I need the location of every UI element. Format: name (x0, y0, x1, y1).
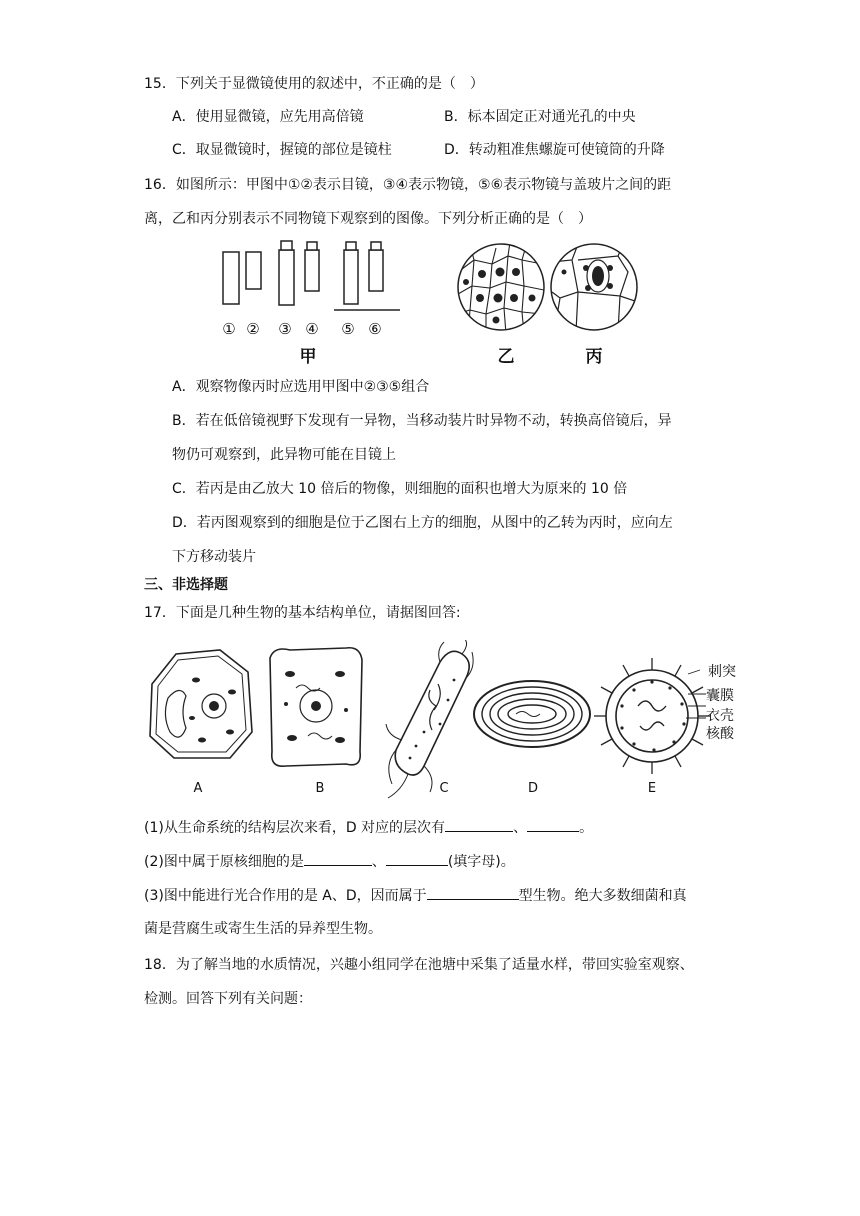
objective-5 (344, 250, 358, 304)
label-a: A (193, 781, 203, 796)
answer-blank[interactable] (527, 817, 579, 832)
cell-c-bacterium (386, 640, 473, 798)
eyepiece-1 (223, 252, 239, 304)
cell-b-animal (270, 648, 362, 766)
separator: 、 (371, 854, 386, 870)
virus-part-spike: 刺突 (708, 664, 736, 680)
objective-4 (305, 250, 319, 291)
q16-option-b-line2: 物仍可观察到，此异物可能在目镜上 (172, 447, 396, 463)
label-d: D (527, 781, 539, 796)
label-b: B (315, 781, 325, 796)
q16-option-c: C．若丙是由乙放大 10 倍后的物像，则细胞的面积也增大为原来的 10 倍 (172, 481, 628, 497)
q16-option-b-line1: B．若在低倍镜视野下发现有一异物，当移动装片时异物不动，转换高倍镜后，异 (172, 413, 672, 429)
q17-part3-text: (3)图中能进行光合作用的是 A、D，因而属于 (144, 888, 427, 904)
answer-blank[interactable] (386, 851, 448, 866)
label-2: ② (246, 320, 260, 338)
q18-stem-line1: 18．为了解当地的水质情况，兴趣小组同学在池塘中采集了适量水样，带回实验室观察、 (144, 957, 694, 973)
virus-part-envelope: 囊膜 (706, 688, 734, 704)
label-e: E (647, 781, 657, 796)
separator: 、 (513, 820, 528, 836)
q16-option-d-line2: 下方移动装片 (172, 549, 256, 565)
q15-option-b: B．标本固定正对通光孔的中央 (444, 109, 636, 125)
label-6: ⑥ (368, 320, 382, 338)
label-1: ① (222, 320, 236, 338)
hint: (填字母)。 (447, 854, 515, 870)
q15-option-d: D．转动粗准焦螺旋可使镜筒的升降 (444, 142, 665, 158)
q17-part2 (144, 851, 515, 872)
label-jia: 甲 (299, 347, 317, 366)
cell-d-cyanobacterium (474, 681, 590, 747)
q15-option-c: C．取显微镜时，握镜的部位是镜柱 (172, 142, 392, 158)
objective-3 (279, 250, 294, 305)
q17-part1-text: (1)从生命系统的结构层次来看，D 对应的层次有 (144, 820, 446, 836)
virus-part-nucleic-acid: 核酸 (706, 726, 734, 742)
q17-part3-line2: 菌是营腐生或寄生生活的异养型生物。 (144, 921, 382, 937)
microscope-lens-figure (214, 236, 414, 366)
eyepiece-2 (246, 252, 261, 289)
microscope-views-figure (452, 242, 652, 370)
q17-part2-text: (2)图中属于原核细胞的是 (144, 854, 304, 870)
q16-stem-line1: 16．如图所示：甲图中①②表示目镜，③④表示物镜，⑤⑥表示物镜与盖玻片之间的距 (144, 177, 672, 193)
q16-stem-line2: 离，乙和丙分别表示不同物镜下观察到的图像。下列分析正确的是（ ） (144, 211, 592, 227)
q17-part3-end: 型生物。绝大多数细菌和真 (518, 888, 687, 904)
period: 。 (579, 820, 594, 836)
q18-stem-line2: 检测。回答下列有关问题： (144, 991, 312, 1007)
q16-option-d-line1: D．若丙图观察到的细胞是位于乙图右上方的细胞，从图中的乙转为丙时，应向左 (172, 515, 673, 531)
section-heading: 三、非选择题 (144, 577, 228, 593)
label-yi: 乙 (497, 347, 515, 367)
q16-option-a: A．观察物像丙时应选用甲图中②③⑤组合 (172, 379, 430, 395)
objective-6 (369, 250, 383, 291)
cell-e-virus (594, 658, 710, 774)
q17-stem: 17．下面是几种生物的基本结构单位，请据图回答: (144, 605, 461, 621)
answer-blank[interactable] (445, 817, 513, 832)
q15-stem: 15．下列关于显微镜使用的叙述中，不正确的是（ ） (144, 76, 484, 92)
label-3: ③ (278, 320, 292, 338)
label-5: ⑤ (341, 320, 355, 338)
cell-structures-figure (140, 640, 750, 805)
q17-part1 (144, 817, 593, 838)
answer-blank[interactable] (427, 885, 519, 900)
answer-blank[interactable] (304, 851, 372, 866)
virus-part-capsid: 衣壳 (706, 708, 734, 724)
cell-a-plant (150, 650, 252, 758)
q15-option-a: A．使用显微镜，应先用高倍镜 (172, 109, 364, 125)
label-4: ④ (305, 320, 319, 338)
label-bing: 丙 (585, 347, 603, 367)
q17-part3 (144, 885, 687, 906)
label-c: C (439, 781, 449, 796)
